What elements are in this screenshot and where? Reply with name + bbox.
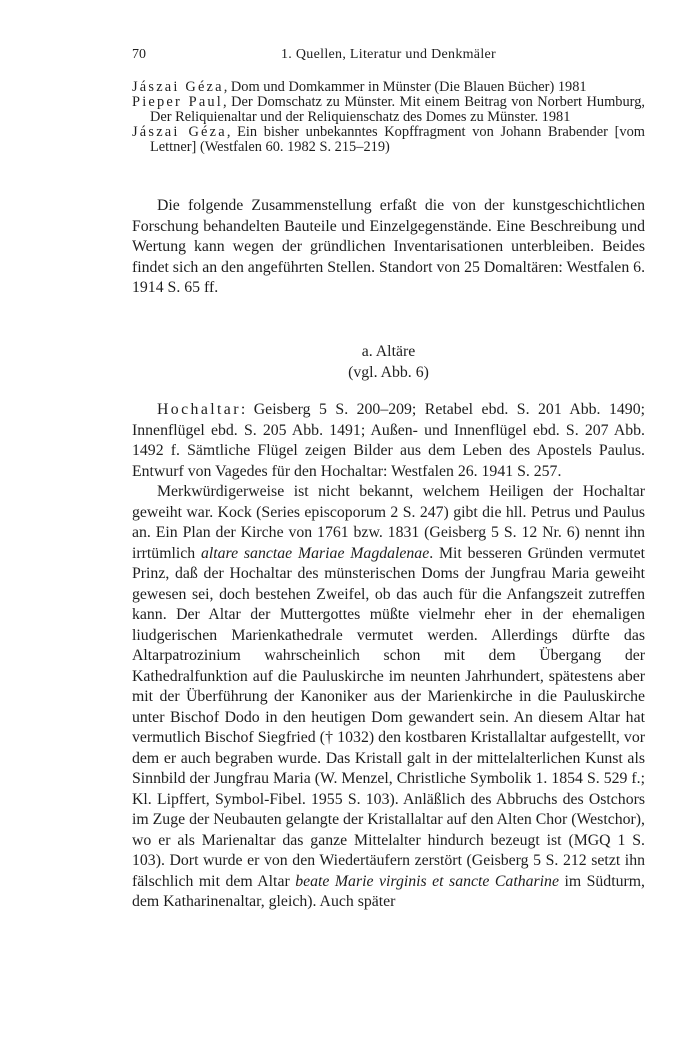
paragraph-patrozinium xyxy=(132,482,645,913)
paragraph-text: : Geisberg 5 S. 200–209; Retabel ebd. S. 201 Abb. 1490; Innenflügel ebd. S. 205 Abb. 1491; Außen- und Innenflügel ebd. S. 207 Abb. 1492 f. Sämtliche Flügel zeigen Bilder aus dem Leben des Apostels Paulus. Entwurf von Vagedes für den Hochaltar: Westfalen 26. 1941 S. 257. xyxy=(132,401,645,480)
page-number: 70 xyxy=(132,47,146,62)
bibliography-entry xyxy=(132,95,645,125)
section-heading-block xyxy=(132,342,645,383)
entry-author: Jászai Géza xyxy=(132,79,224,95)
paragraph-hochaltar xyxy=(132,400,645,482)
entry-author: Jászai Géza xyxy=(132,124,227,140)
latin-quote: altare sanctae Mariae Magdalenae xyxy=(200,544,430,562)
paragraph-text: im Südturm, dem Katharinenaltar, gleich). Auch später xyxy=(132,872,645,910)
page-header xyxy=(132,47,645,69)
paragraph-lead-term: Hochaltar xyxy=(157,401,241,418)
section-heading: a. Altäre xyxy=(361,343,416,360)
entry-author: Pieper Paul xyxy=(132,94,224,110)
main-text xyxy=(132,400,645,913)
intro-paragraph: Die folgende Zusammenstellung erfaßt die von der kunstgeschichtlichen Forschung behandelten Bauteile und Einzelgegenstände. Eine Beschreibung und Wertung kann wegen der gründlichen Inventarisationen unterbleiben. Beides findet sich an den angeführten Stellen. Standort von 25 Domaltären: Westfalen 6. 1914 S. 65 ff. xyxy=(132,197,646,296)
bibliography-entry xyxy=(132,80,645,95)
paragraph-text: . Mit besseren Gründen vermutet Prinz, daß der Hochaltar des münsterischen Doms der Jungfrau Maria geweiht gewesen sei, doch bestehen Zweifel, ob das auch für die Anfangszeit zutreffen kann. Der Altar der Muttergottes müßte vielmehr eher in der ehemaligen liudgerischen Marienkathedrale vermutet werden. Allerdings dürfte das Altarpatrozinium wahrscheinlich schon mit dem Übergang der Kathedralfunktion auf die Pauluskirche im neunten Jahrhundert, spätestens aber mit der Überführung der Kanoniker aus der Marienkirche in die Pauluskirche unter Bischof Dodo in den heutigen Dom gewandert sein. An diesem Altar hat vermutlich Bischof Siegfried († 1032) den kostbaren Kristallaltar aufgestellt, vor dem er auch begraben wurde. Das Kristall galt in der mittelalterlichen Kunst als Sinnbild der Jungfrau Maria (W. Menzel, Christliche Symbolik 1. 1854 S. 529 f.; Kl. Lipffert, Symbol-Fibel. 1955 S. 103). Anläßlich des Abbruchs des Ostchors im Zuge der Neubauten gelangte der Kristallaltar auf den Alten Chor (Westchor), wo er als Marienaltar das ganze Mittelalter hindurch bezeugt ist (MGQ 1 S. 103). Dort wurde er von den Wiedertäufern zerstört (Geisberg 5 S. 212 setzt ihn fälschlich mit dem Altar xyxy=(132,544,645,890)
entry-text: , Ein bisher unbekanntes Kopffragment von Johann Brabender [vom Lettner] (Westfalen 60. 1982 S. 215–219) xyxy=(150,124,645,155)
latin-quote: beate Marie virginis et sancte Catharine xyxy=(295,872,559,890)
entry-text: , Der Domschatz zu Münster. Mit einem Beitrag von Norbert Humburg, Der Reliquienaltar und der Reliquienschatz des Domes zu Münster. 1981 xyxy=(150,94,645,125)
bibliography-list xyxy=(132,80,645,155)
bibliography-entry xyxy=(132,125,645,155)
paragraph-text: Merkwürdigerweise ist nicht bekannt, welchem Heiligen der Hochaltar geweiht war. Kock (Series episcoporum 2 S. 247) gibt die hll. Petrus und Paulus an. Ein Plan der Kirche von 1761 bzw. 1831 (Geisberg 5 S. 12 Nr. 6) nennt ihn irrtümlich xyxy=(132,483,645,562)
running-head: 1. Quellen, Literatur und Denkmäler xyxy=(281,47,496,62)
section-subheading: (vgl. Abb. 6) xyxy=(348,363,429,381)
entry-text: , Dom und Domkammer in Münster (Die Blauen Bücher) 1981 xyxy=(223,79,587,95)
